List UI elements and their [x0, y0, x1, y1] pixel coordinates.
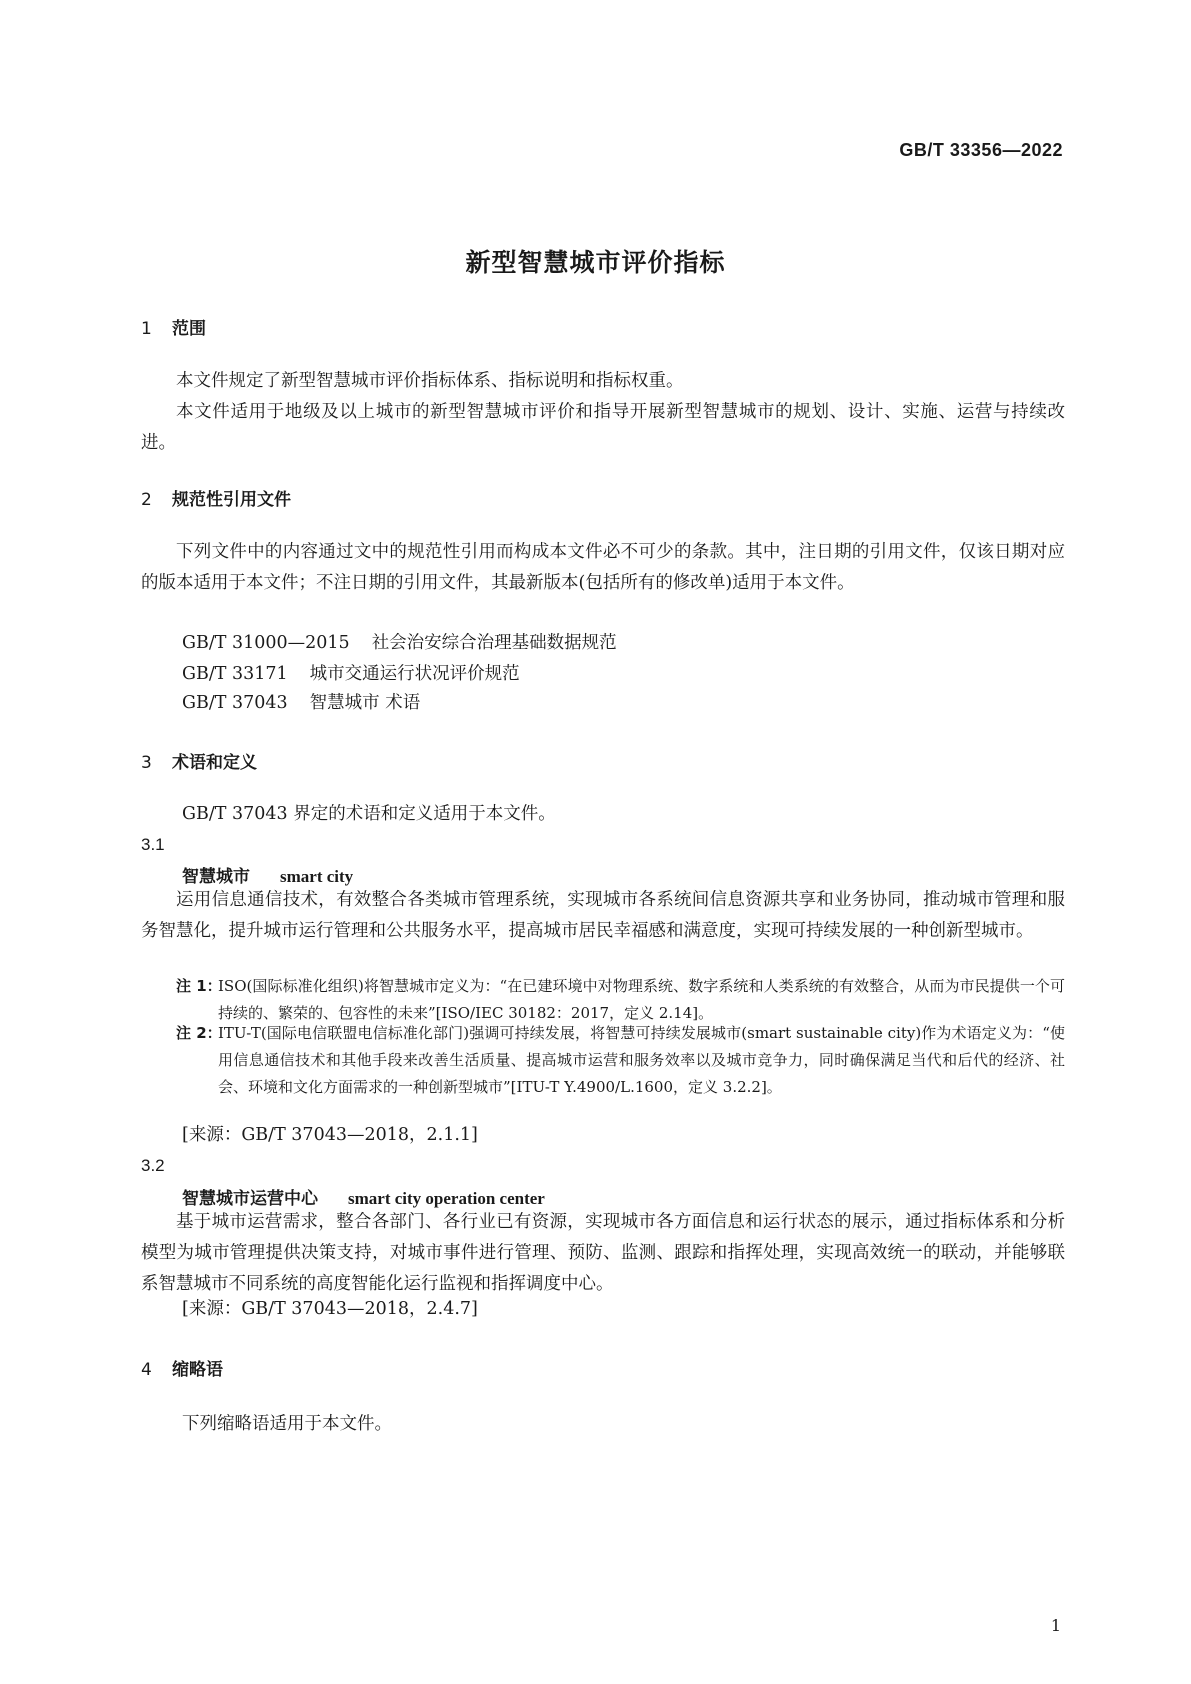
- term-zh: 智慧城市: [182, 867, 250, 887]
- page-number: 1: [1050, 1616, 1061, 1635]
- reference-item: [182, 659, 520, 690]
- note-text: ITU-T(国际电信联盟电信标准化部门)强调可持续发展，将智慧可持续发展城市(smart sustainable city)作为术语定义为：“使用信息通信技术和其他手段来改善生活质量、提高城市运营和服务效率以及城市竞争力，同时确保满足当代和后代的经济、社会、环境和文化方面需求的一种创新型城市”[ITU-T Y.4900/L.1600，定义 3.2.2]。: [218, 1024, 1065, 1096]
- term-definition: 运用信息通信技术，有效整合各类城市管理系统，实现城市各系统间信息资源共享和业务协同，推动城市管理和服务智慧化，提升城市运行管理和公共服务水平，提高城市居民幸福感和满意度，实现可持续发展的一种创新型城市。: [141, 890, 1065, 941]
- section-number: 1: [141, 319, 152, 339]
- term-heading: [182, 1184, 545, 1209]
- section-number: 2: [141, 490, 152, 510]
- term-source: [来源：GB/T 37043—2018，2.1.1]: [182, 1125, 478, 1145]
- reference-item: [182, 688, 420, 719]
- section-4-heading: [141, 1355, 223, 1380]
- term-heading: [182, 862, 353, 887]
- reference-code: GB/T 37043: [182, 693, 288, 713]
- note: [176, 973, 1065, 1027]
- section-1-heading: [141, 314, 206, 339]
- section-3-heading: [141, 748, 257, 773]
- term-number: 3.1: [141, 835, 165, 854]
- term-en: smart city: [280, 867, 354, 886]
- reference-name: 智慧城市 术语: [309, 693, 421, 713]
- note-label: 注 2：: [176, 1024, 222, 1042]
- reference-code: GB/T 31000—2015: [182, 633, 350, 653]
- note-text: ISO(国际标准化组织)将智慧城市定义为：“在已建环境中对物理系统、数字系统和人类系统的有效整合，从而为市民提供一个可持续的、繁荣的、包容性的未来”[ISO/IEC 30182：2017，定义 2.14]。: [218, 977, 1065, 1022]
- paragraph: 本文件规定了新型智慧城市评价指标体系、指标说明和指标权重。: [176, 371, 684, 391]
- paragraph: 本文件适用于地级及以上城市的新型智慧城市评价和指导开展新型智慧城市的规划、设计、实施、运营与持续改进。: [141, 402, 1065, 453]
- section-title: 规范性引用文件: [172, 490, 291, 510]
- section-title: 范围: [172, 319, 206, 339]
- note-label: 注 1：: [176, 977, 222, 995]
- section-number: 3: [141, 753, 152, 773]
- standard-number: GB/T 33356—2022: [899, 140, 1063, 160]
- section-title: 缩略语: [172, 1360, 223, 1380]
- reference-name: 社会治安综合治理基础数据规范: [371, 633, 617, 653]
- section-intro: GB/T 37043 界定的术语和定义适用于本文件。: [182, 804, 556, 824]
- paragraph: 下列文件中的内容通过文中的规范性引用而构成本文件必不可少的条款。其中，注日期的引用文件，仅该日期对应的版本适用于本文件；不注日期的引用文件，其最新版本(包括所有的修改单)适用于本文件。: [141, 542, 1065, 593]
- note: [176, 1020, 1065, 1101]
- section-2-heading: [141, 485, 291, 510]
- reference-code: GB/T 33171: [182, 664, 288, 684]
- section-intro: 下列缩略语适用于本文件。: [182, 1414, 392, 1434]
- section-number: 4: [141, 1360, 152, 1380]
- term-source: [来源：GB/T 37043—2018，2.4.7]: [182, 1299, 478, 1319]
- term-definition: 基于城市运营需求，整合各部门、各行业已有资源，实现城市各方面信息和运行状态的展示，通过指标体系和分析模型为城市管理提供决策支持，对城市事件进行管理、预防、监测、跟踪和指挥处理，实现高效统一的联动，并能够联系智慧城市不同系统的高度智能化运行监视和指挥调度中心。: [141, 1212, 1065, 1294]
- reference-item: [182, 628, 617, 659]
- term-zh: 智慧城市运营中心: [182, 1189, 318, 1209]
- section-title: 术语和定义: [172, 753, 257, 773]
- document-title: 新型智慧城市评价指标: [465, 248, 726, 277]
- term-number: 3.2: [141, 1156, 165, 1175]
- reference-name: 城市交通运行状况评价规范: [309, 664, 520, 684]
- term-en: smart city operation center: [348, 1189, 545, 1208]
